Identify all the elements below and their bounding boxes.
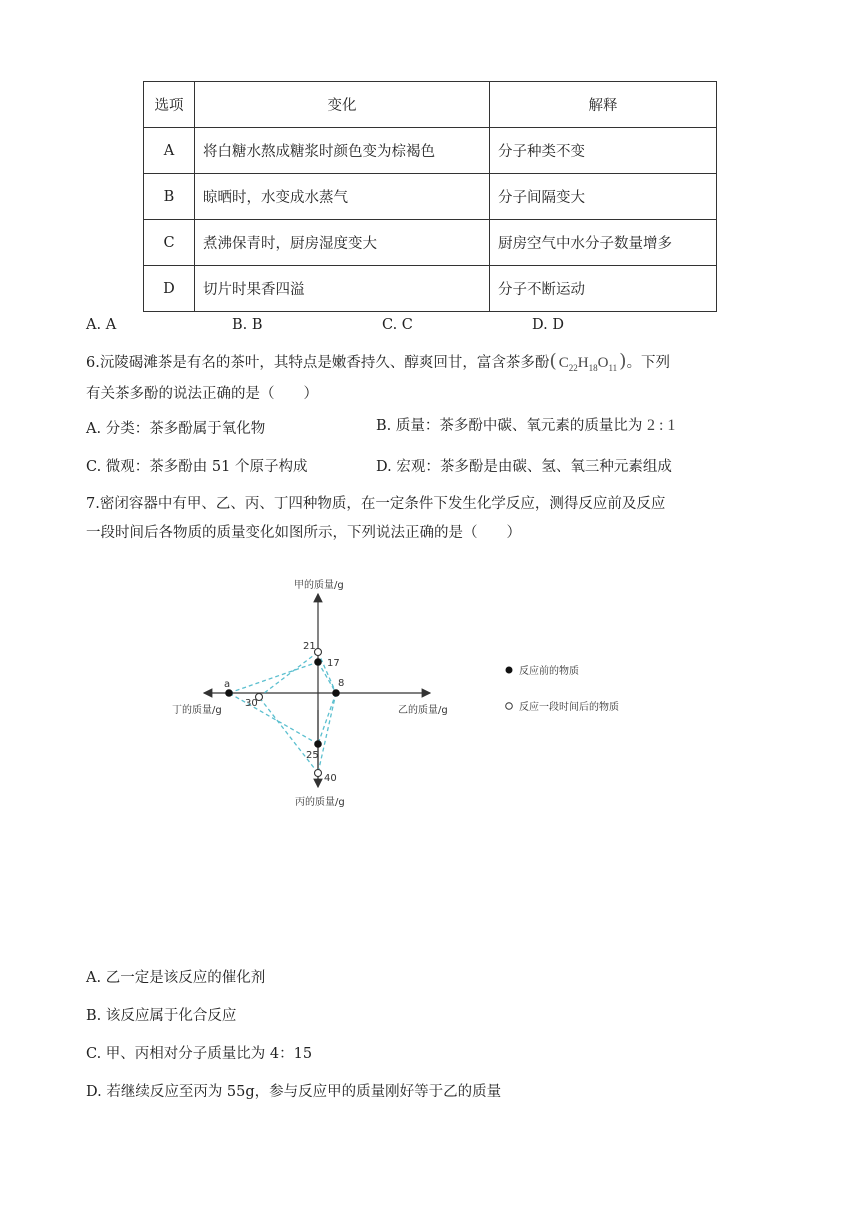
q6-option-b: B. 质量：茶多酚中碳、氧元素的质量比为 2 : 1	[376, 417, 676, 434]
label-bing-before: 25	[306, 750, 319, 761]
q6-option-a: A. 分类：茶多酚属于氧化物	[86, 421, 266, 437]
label-ding-after: 30	[245, 698, 258, 709]
label-jia-after: 21	[303, 641, 316, 652]
legend-after-marker	[506, 703, 513, 710]
q6-stem-line1: 6.沅陵碣滩茶是有名的茶叶，其特点是嫩香持久、醇爽回甘，富含茶多酚( $C_{22}H_{18}O_{11}$ )。下列	[86, 350, 671, 373]
q7-stem-line1: 7.密闭容器中有甲、乙、丙、丁四种物质，在一定条件下发生化学反应，测得反应前及反应	[86, 496, 666, 512]
q7-option-d: D. 若继续反应至丙为 55g，参与反应甲的质量刚好等于乙的质量	[86, 1084, 502, 1100]
table-row	[144, 266, 717, 312]
row-explain: 厨房空气中水分子数量增多	[490, 220, 717, 266]
row-option: A	[144, 128, 195, 174]
row-change: 煮沸保青时，厨房湿度变大	[195, 220, 490, 266]
legend-before-label: 反应前的物质	[519, 666, 579, 677]
point-jia-before	[314, 658, 322, 666]
row-option: C	[144, 220, 195, 266]
q7-option-a: A. 乙一定是该反应的催化剂	[86, 970, 266, 986]
table-row	[144, 128, 717, 174]
row-option: B	[144, 174, 195, 220]
row-explain: 分子不断运动	[490, 266, 717, 312]
q6-option-c: C. 微观：茶多酚由 51 个原子构成	[86, 459, 308, 475]
legend-after-label: 反应一段时间后的物质	[519, 702, 619, 713]
header-change: 变化	[195, 82, 490, 128]
q7-option-b: B. 该反应属于化合反应	[86, 1008, 237, 1024]
q6-stem-line2: 有关茶多酚的说法正确的是（ ）	[86, 386, 318, 402]
axis-top-label: 甲的质量/g	[294, 580, 344, 591]
row-explain: 分子种类不变	[490, 128, 717, 174]
q6-option-d: D. 宏观：茶多酚是由碳、氢、氧三种元素组成	[376, 459, 672, 475]
label-ding-before: a	[224, 679, 231, 690]
q5-option-b: B. B	[232, 317, 263, 333]
q6-ratio: 2 : 1	[646, 417, 676, 434]
q6-stem-text: 6.沅陵碣滩茶是有名的茶叶，其特点是嫩香持久、醇爽回甘，富含茶多酚	[86, 355, 550, 371]
table-header-row	[144, 82, 717, 128]
q5-option-a: A. A	[86, 317, 117, 333]
row-change: 切片时果香四溢	[195, 266, 490, 312]
point-bing-after	[315, 770, 322, 777]
dashed-lines	[229, 652, 336, 773]
header-option: 选项	[144, 82, 195, 128]
header-explain: 解释	[490, 82, 717, 128]
options-table	[143, 81, 717, 312]
row-option: D	[144, 266, 195, 312]
axis-right-label: 乙的质量/g	[398, 705, 448, 716]
row-change: 晾晒时，水变成水蒸气	[195, 174, 490, 220]
axis-left-label: 丁的质量/g	[172, 705, 222, 716]
q5-option-d: D. D	[532, 317, 564, 333]
q6-stem-end: 。下列	[626, 355, 671, 371]
q7-option-c: C. 甲、丙相对分子质量比为 4：15	[86, 1046, 313, 1062]
q7-stem-line2: 一段时间后各物质的质量变化如图所示，下列说法正确的是（ ）	[86, 525, 521, 541]
legend-before-marker	[506, 667, 513, 674]
q5-option-c: C. C	[382, 317, 413, 333]
point-ding-before	[225, 689, 233, 697]
point-bing-before	[314, 740, 322, 748]
q6-formula: $C_{22}H_{18}O_{11}$	[558, 355, 618, 373]
table-row	[144, 220, 717, 266]
table-row	[144, 174, 717, 220]
mass-change-diagram	[0, 570, 860, 820]
label-yi: 8	[338, 678, 345, 689]
label-jia-before: 17	[327, 658, 340, 669]
row-change: 将白糖水熬成糖浆时颜色变为棕褐色	[195, 128, 490, 174]
point-yi	[332, 689, 340, 697]
axis-bottom-label: 丙的质量/g	[295, 797, 345, 808]
row-explain: 分子间隔变大	[490, 174, 717, 220]
label-bing-after: 40	[324, 773, 337, 784]
